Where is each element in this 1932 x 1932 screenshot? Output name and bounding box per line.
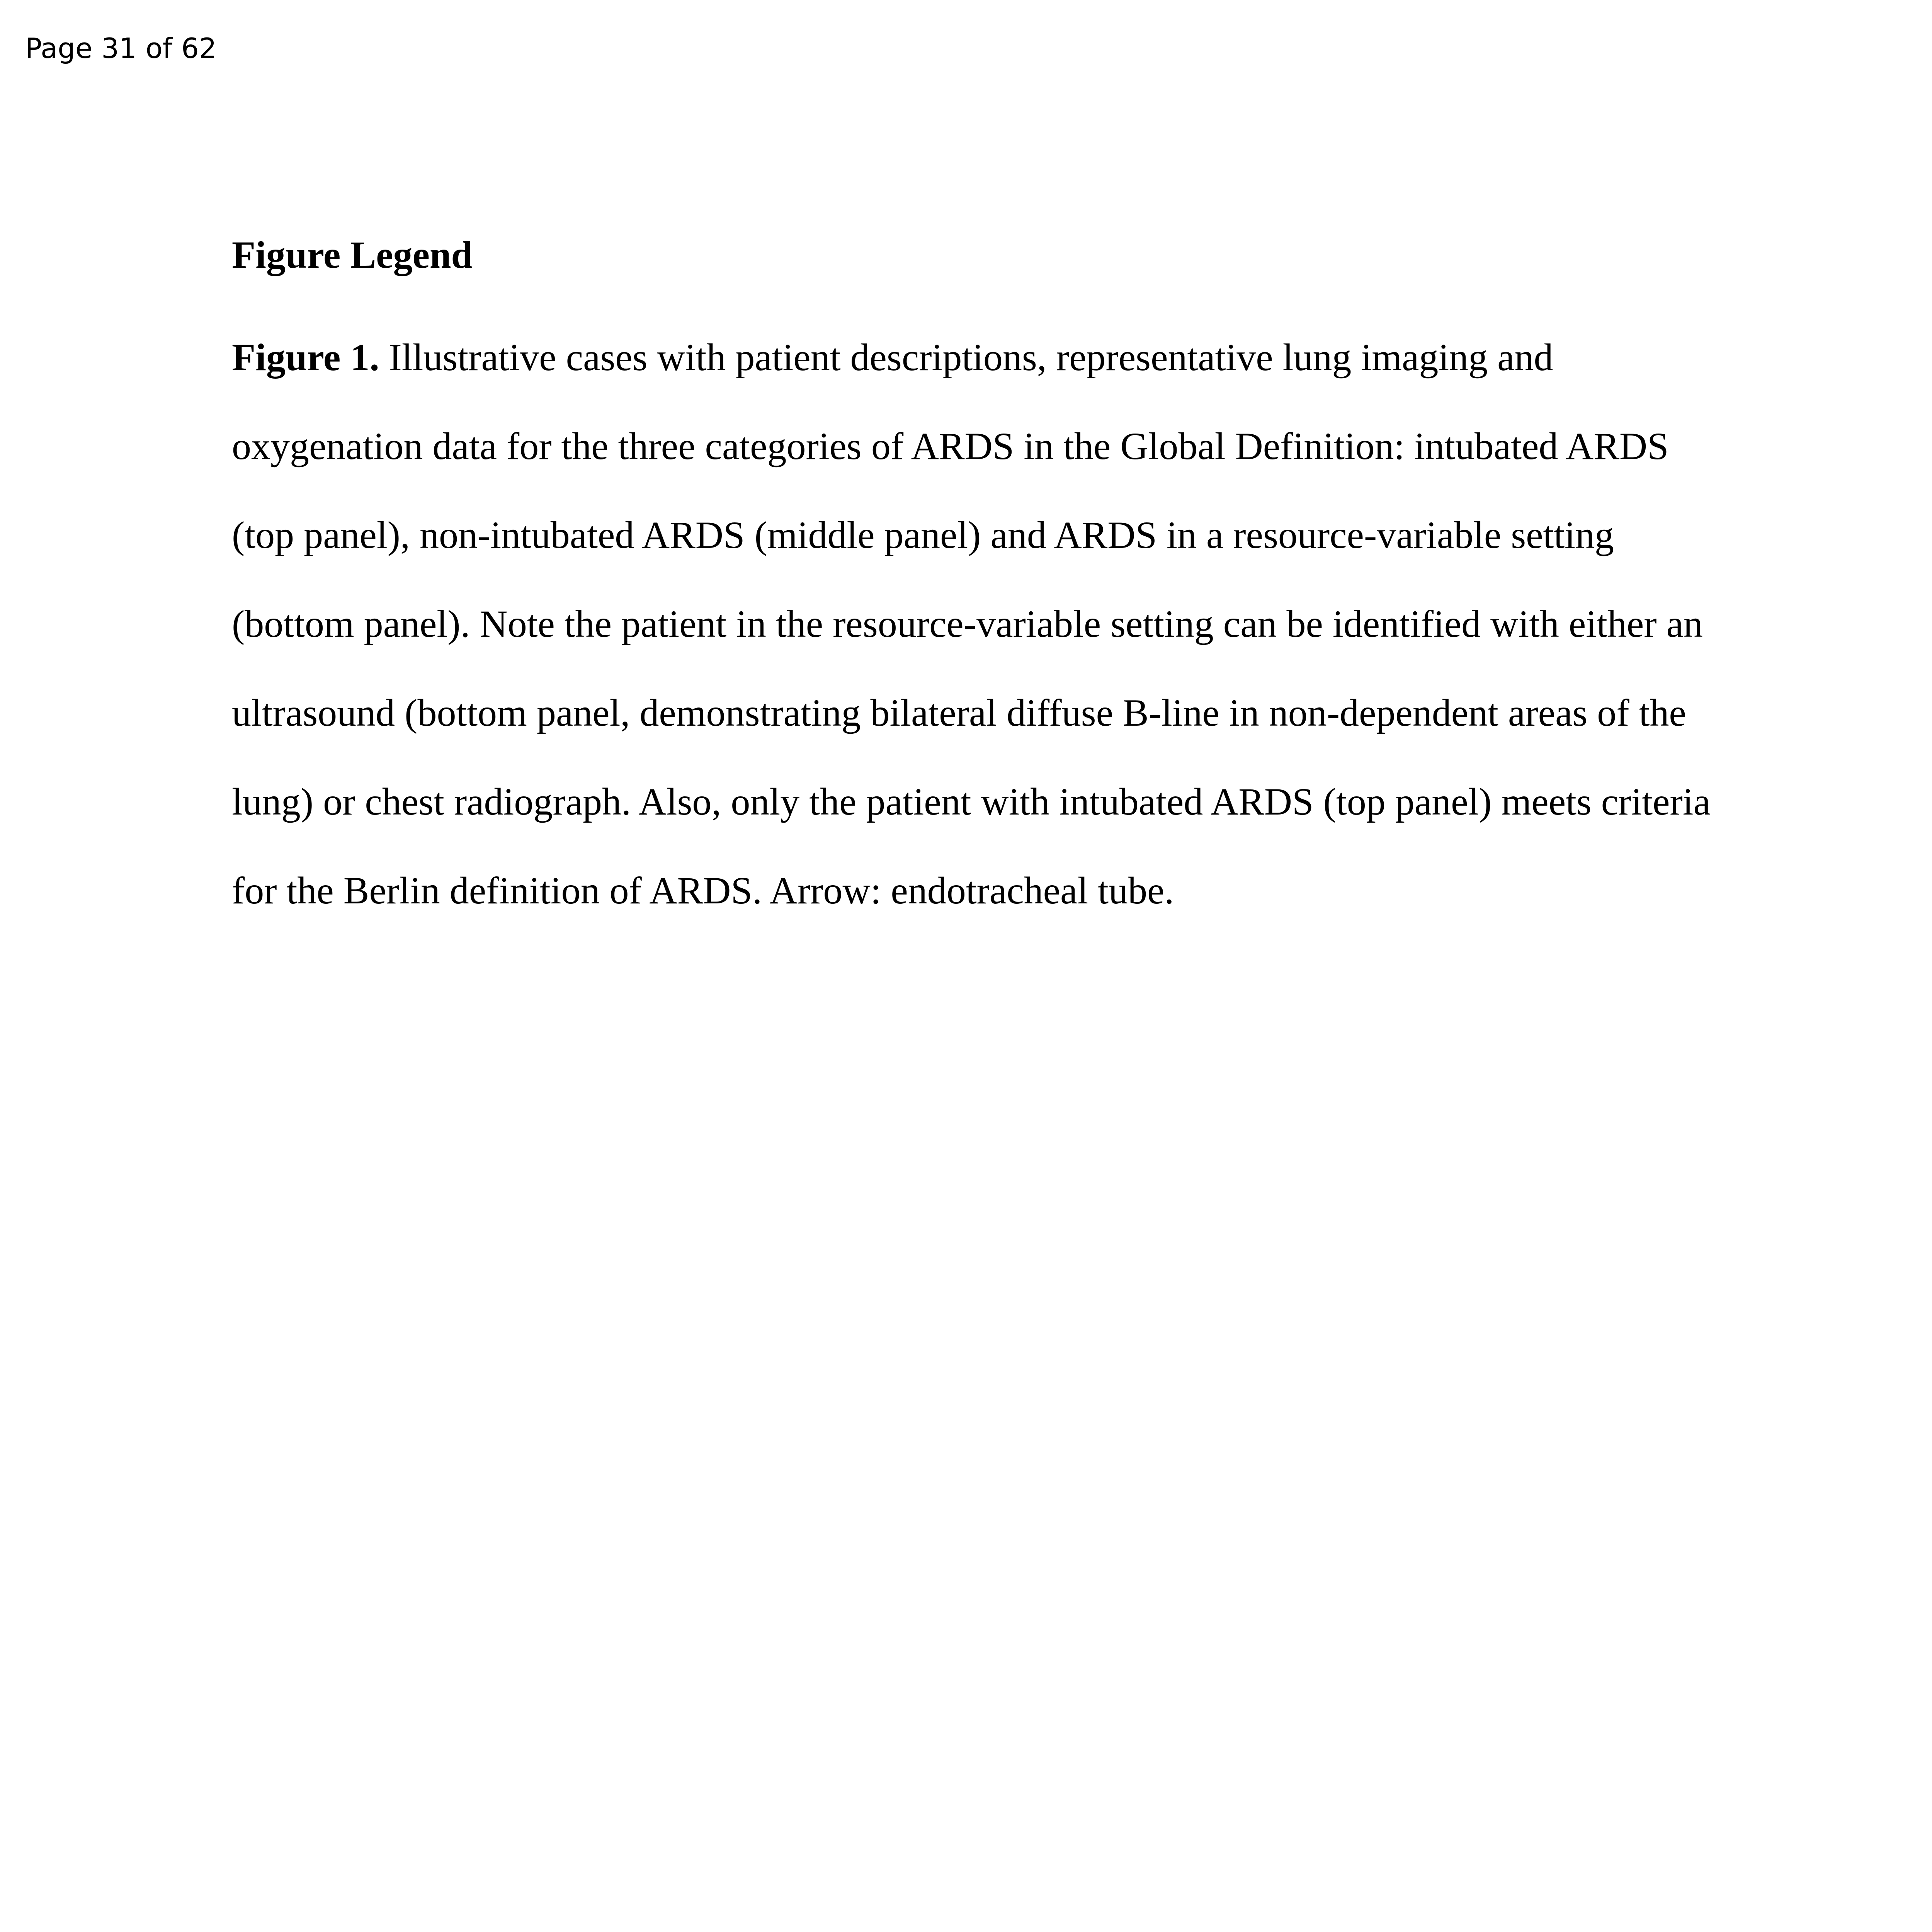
page-number: Page 31 of 62 — [25, 32, 217, 65]
figure-label: Figure 1. — [232, 336, 379, 379]
figure-caption — [232, 313, 1731, 935]
legend-heading: Figure Legend — [232, 233, 473, 276]
legend-section — [232, 228, 1731, 935]
figure-caption-text: Illustrative cases with patient descriptions, representative lung imaging and oxygenation data for the three categories of ARDS in the Global Definition: intubated ARDS (top panel), non-intubated ARDS (middle panel) and ARDS in a resource-variable setting (bottom panel). Note the patient in the resource-variable setting can be identified with either an ultrasound (bottom panel, demonstrating bilateral diffuse B-line in non-dependent areas of the lung) or chest radiograph. Also, only the patient with intubated ARDS (top panel) meets criteria for the Berlin definition of ARDS. Arrow: endotracheal tube. — [232, 336, 1711, 912]
